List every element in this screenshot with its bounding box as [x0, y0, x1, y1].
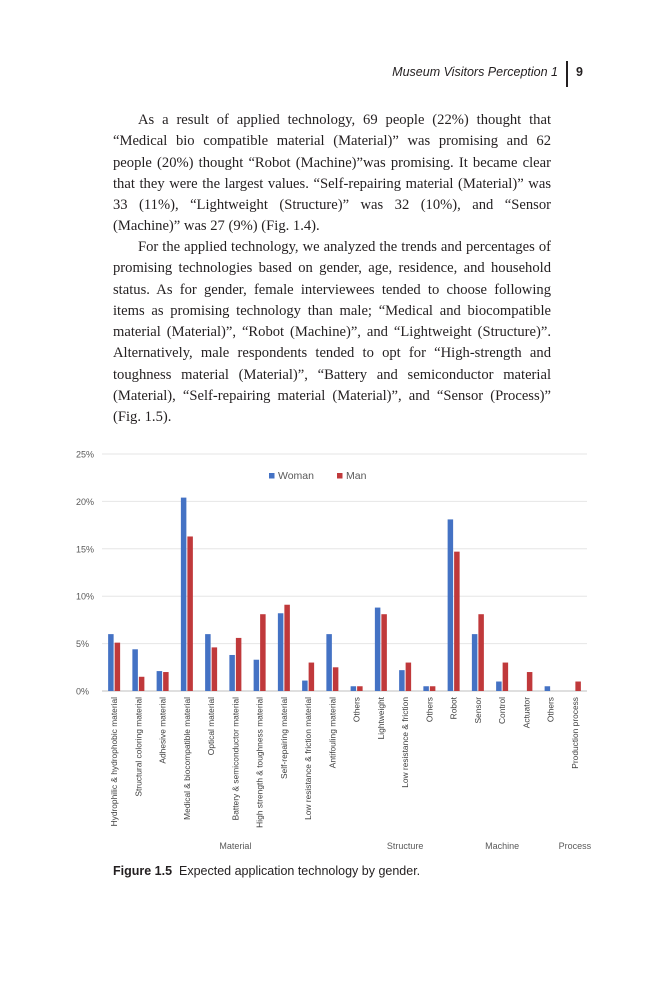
x-category-label: Structural coloring material: [133, 697, 144, 797]
bar-chart: [72, 448, 602, 853]
bar-woman: [278, 613, 284, 691]
bar-man: [503, 663, 509, 691]
y-tick-label: 25%: [76, 449, 95, 460]
x-category-label: Production process: [569, 697, 580, 769]
legend-label: Man: [346, 470, 367, 482]
bar-woman: [423, 686, 429, 691]
bar-woman: [157, 671, 163, 691]
legend-swatch: [269, 473, 275, 479]
bar-man: [381, 614, 387, 691]
x-group-label: Machine: [485, 841, 520, 851]
bar-woman: [302, 681, 308, 691]
running-title: Museum Visitors Perception 1: [392, 65, 558, 79]
x-group-label: Structure: [386, 841, 424, 851]
bar-woman: [472, 634, 478, 691]
header-divider: [566, 61, 568, 87]
x-category-label: Low resistance & friction: [400, 697, 411, 788]
bar-woman: [545, 686, 551, 691]
bar-woman: [181, 498, 187, 691]
x-group-label: Material: [219, 841, 252, 851]
x-group-label: Process: [558, 841, 592, 851]
bar-man: [333, 667, 339, 691]
page-number: 9: [576, 65, 583, 79]
x-category-label: Antifouling material: [327, 697, 338, 769]
y-tick-label: 15%: [76, 544, 95, 555]
bar-man: [260, 614, 266, 691]
bar-woman: [254, 660, 260, 691]
bar-woman: [399, 670, 405, 691]
bar-man: [236, 638, 242, 691]
bar-man: [163, 672, 169, 691]
bar-woman: [326, 634, 332, 691]
x-category-label: Robot: [448, 697, 459, 720]
figure-chart: [72, 448, 602, 858]
figure-caption: [113, 864, 420, 878]
bar-man: [430, 686, 436, 691]
y-tick-label: 5%: [76, 639, 90, 650]
bar-woman: [375, 608, 381, 691]
x-category-label: Hydrophilic & hydrophobic material: [109, 697, 120, 827]
paragraph-text: For the applied technology, we analyzed the trends and percentages of promising technologies based on gender, age, residence, and household status. As for gender, female interviewees tended to choose following items as promising technology than male; “Medical and biocompatible material (Material)”, “Robot (Machine)”, and “Lightweight (Structure)”. Alternatively, male respondents tended to opt for “High-strength and toughness material (Material)”, “Battery and semiconductor material (Material), “Self-repairing material (Material)”, and “Sensor (Process)” (Fig. 1.5).: [113, 239, 551, 426]
y-tick-label: 10%: [76, 591, 95, 602]
body-paragraph-1: [113, 110, 551, 238]
x-category-label: Battery & semiconductor material: [230, 697, 241, 821]
caption-label: Figure 1.5: [113, 864, 173, 878]
bar-man: [454, 552, 460, 691]
caption-text: Expected application technology by gender.: [179, 864, 421, 878]
bar-man: [187, 536, 193, 691]
bar-man: [406, 663, 412, 691]
x-category-label: Sensor: [472, 697, 483, 724]
x-category-label: High strength & toughness material: [254, 697, 265, 828]
bar-woman: [351, 686, 357, 691]
x-category-label: Adhesive material: [157, 697, 168, 764]
x-category-label: Control: [497, 697, 508, 724]
x-category-label: Others: [545, 697, 556, 723]
bar-man: [284, 605, 290, 691]
body-paragraph-2: [113, 237, 551, 429]
bar-man: [309, 663, 315, 691]
bar-woman: [108, 634, 114, 691]
bar-woman: [205, 634, 211, 691]
y-tick-label: 20%: [76, 496, 95, 507]
legend-label: Woman: [278, 470, 314, 482]
x-category-label: Medical & biocompatible material: [181, 697, 192, 820]
x-category-label: Lightweight: [375, 697, 386, 740]
bar-man: [115, 643, 121, 691]
bar-woman: [496, 682, 502, 691]
bar-woman: [132, 649, 138, 691]
bar-man: [357, 686, 363, 691]
bar-man: [527, 672, 533, 691]
x-category-label: Low resistance & friction material: [303, 697, 314, 820]
y-tick-label: 0%: [76, 686, 90, 697]
bar-man: [478, 614, 484, 691]
paragraph-text: As a result of applied technology, 69 people (22%) thought that “Medical bio compatible material (Material)” was promising and 62 people (20%) thought “Robot (Machine)”was promising. It became clear that they were the largest values. “Self-repairing material (Material)” was 33 (11%), “Lightweight (Structure)” was 32 (10%), and “Sensor (Machine)” was 27 (9%) (Fig. 1.4).: [113, 112, 551, 235]
bar-man: [139, 677, 145, 691]
page-header: [0, 63, 663, 87]
x-category-label: Self-repairing material: [278, 697, 289, 779]
x-category-label: Others: [351, 697, 362, 723]
x-category-label: Others: [424, 697, 435, 723]
x-category-label: Actuator: [521, 697, 532, 729]
bar-woman: [448, 519, 454, 691]
bar-woman: [229, 655, 235, 691]
bar-man: [575, 682, 581, 691]
x-category-label: Optical material: [206, 697, 217, 756]
legend-swatch: [337, 473, 343, 479]
bar-man: [212, 647, 218, 691]
